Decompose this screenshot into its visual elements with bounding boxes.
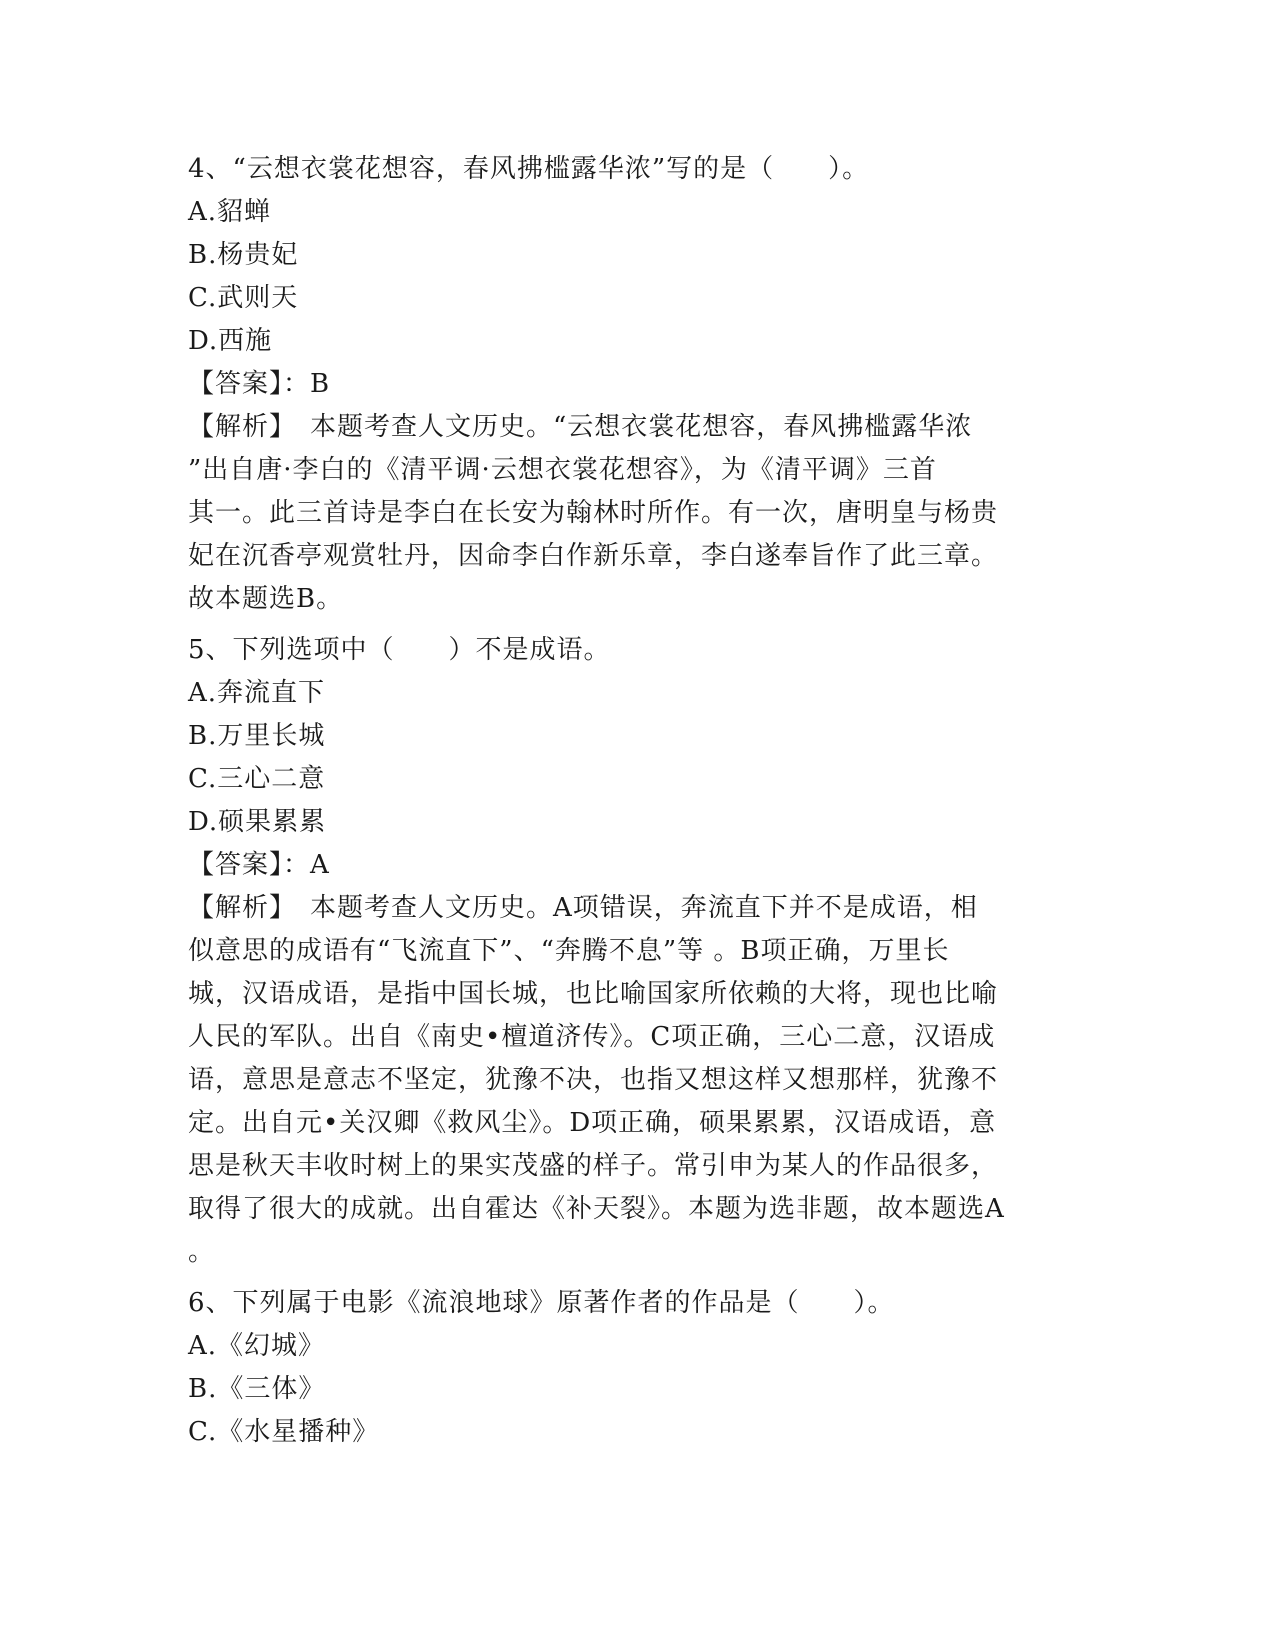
option-d: D.西施 bbox=[188, 326, 273, 356]
answer: 【答案】：A bbox=[188, 850, 330, 880]
option-a: A.奔流直下 bbox=[188, 678, 326, 708]
question-stem: 5、下列选项中（ ）不是成语。 bbox=[188, 635, 611, 665]
option-a: A.貂蝉 bbox=[188, 197, 272, 227]
option-c: C.三心二意 bbox=[188, 764, 326, 794]
question-spacer bbox=[188, 1274, 1088, 1282]
document-page bbox=[188, 148, 1088, 1454]
question-4 bbox=[188, 148, 1088, 621]
option-c: C.《水星播种》 bbox=[188, 1417, 380, 1447]
analysis-line: 【解析】 本题考查人文历史。A项错误，奔流直下并不是成语，相 bbox=[188, 893, 978, 923]
analysis-line: 。 bbox=[188, 1237, 216, 1267]
option-a: A.《幻城》 bbox=[188, 1331, 326, 1361]
analysis-line: 取得了很大的成就。出自霍达《补天裂》。本题为选非题，故本题选A bbox=[188, 1194, 1005, 1224]
option-d: D.硕果累累 bbox=[188, 807, 327, 837]
analysis-line: 城，汉语成语，是指中国长城，也比喻国家所依赖的大将，现也比喻 bbox=[188, 979, 999, 1009]
analysis-line: ”出自唐·李白的《清平调·云想衣裳花想容》，为《清平调》三首 bbox=[188, 455, 937, 485]
analysis-line: 故本题选B。 bbox=[188, 584, 344, 614]
analysis-line: 人民的军队。出自《南史•檀道济传》。C项正确，三心二意，汉语成 bbox=[188, 1022, 996, 1052]
analysis-line: 似意思的成语有“飞流直下”、“奔腾不息”等 。B项正确，万里长 bbox=[188, 936, 950, 966]
analysis bbox=[188, 887, 1088, 1274]
option-c: C.武则天 bbox=[188, 283, 299, 313]
analysis-line: 思是秋天丰收时树上的果实茂盛的样子。常引申为某人的作品很多， bbox=[188, 1151, 999, 1181]
question-spacer bbox=[188, 621, 1088, 629]
analysis-line: 定。出自元•关汉卿《救风尘》。D项正确，硕果累累，汉语成语，意 bbox=[188, 1108, 997, 1138]
question-stem: 4、“云想衣裳花想容，春风拂槛露华浓”写的是（ ）。 bbox=[188, 154, 870, 184]
question-6 bbox=[188, 1282, 1088, 1454]
answer: 【答案】：B bbox=[188, 369, 331, 399]
analysis-line: 【解析】 本题考查人文历史。“云想衣裳花想容，春风拂槛露华浓 bbox=[188, 412, 973, 442]
question-stem: 6、下列属于电影《流浪地球》原著作者的作品是（ ）。 bbox=[188, 1288, 895, 1318]
analysis-line: 妃在沉香亭观赏牡丹，因命李白作新乐章，李白遂奉旨作了此三章。 bbox=[188, 541, 999, 571]
analysis-line: 语，意思是意志不坚定，犹豫不决，也指又想这样又想那样，犹豫不 bbox=[188, 1065, 999, 1095]
option-b: B.杨贵妃 bbox=[188, 240, 299, 270]
option-b: B.万里长城 bbox=[188, 721, 326, 751]
option-b: B.《三体》 bbox=[188, 1374, 326, 1404]
analysis bbox=[188, 406, 1088, 621]
analysis-line: 其一。此三首诗是李白在长安为翰林时所作。有一次，唐明皇与杨贵 bbox=[188, 498, 999, 528]
question-5 bbox=[188, 629, 1088, 1274]
